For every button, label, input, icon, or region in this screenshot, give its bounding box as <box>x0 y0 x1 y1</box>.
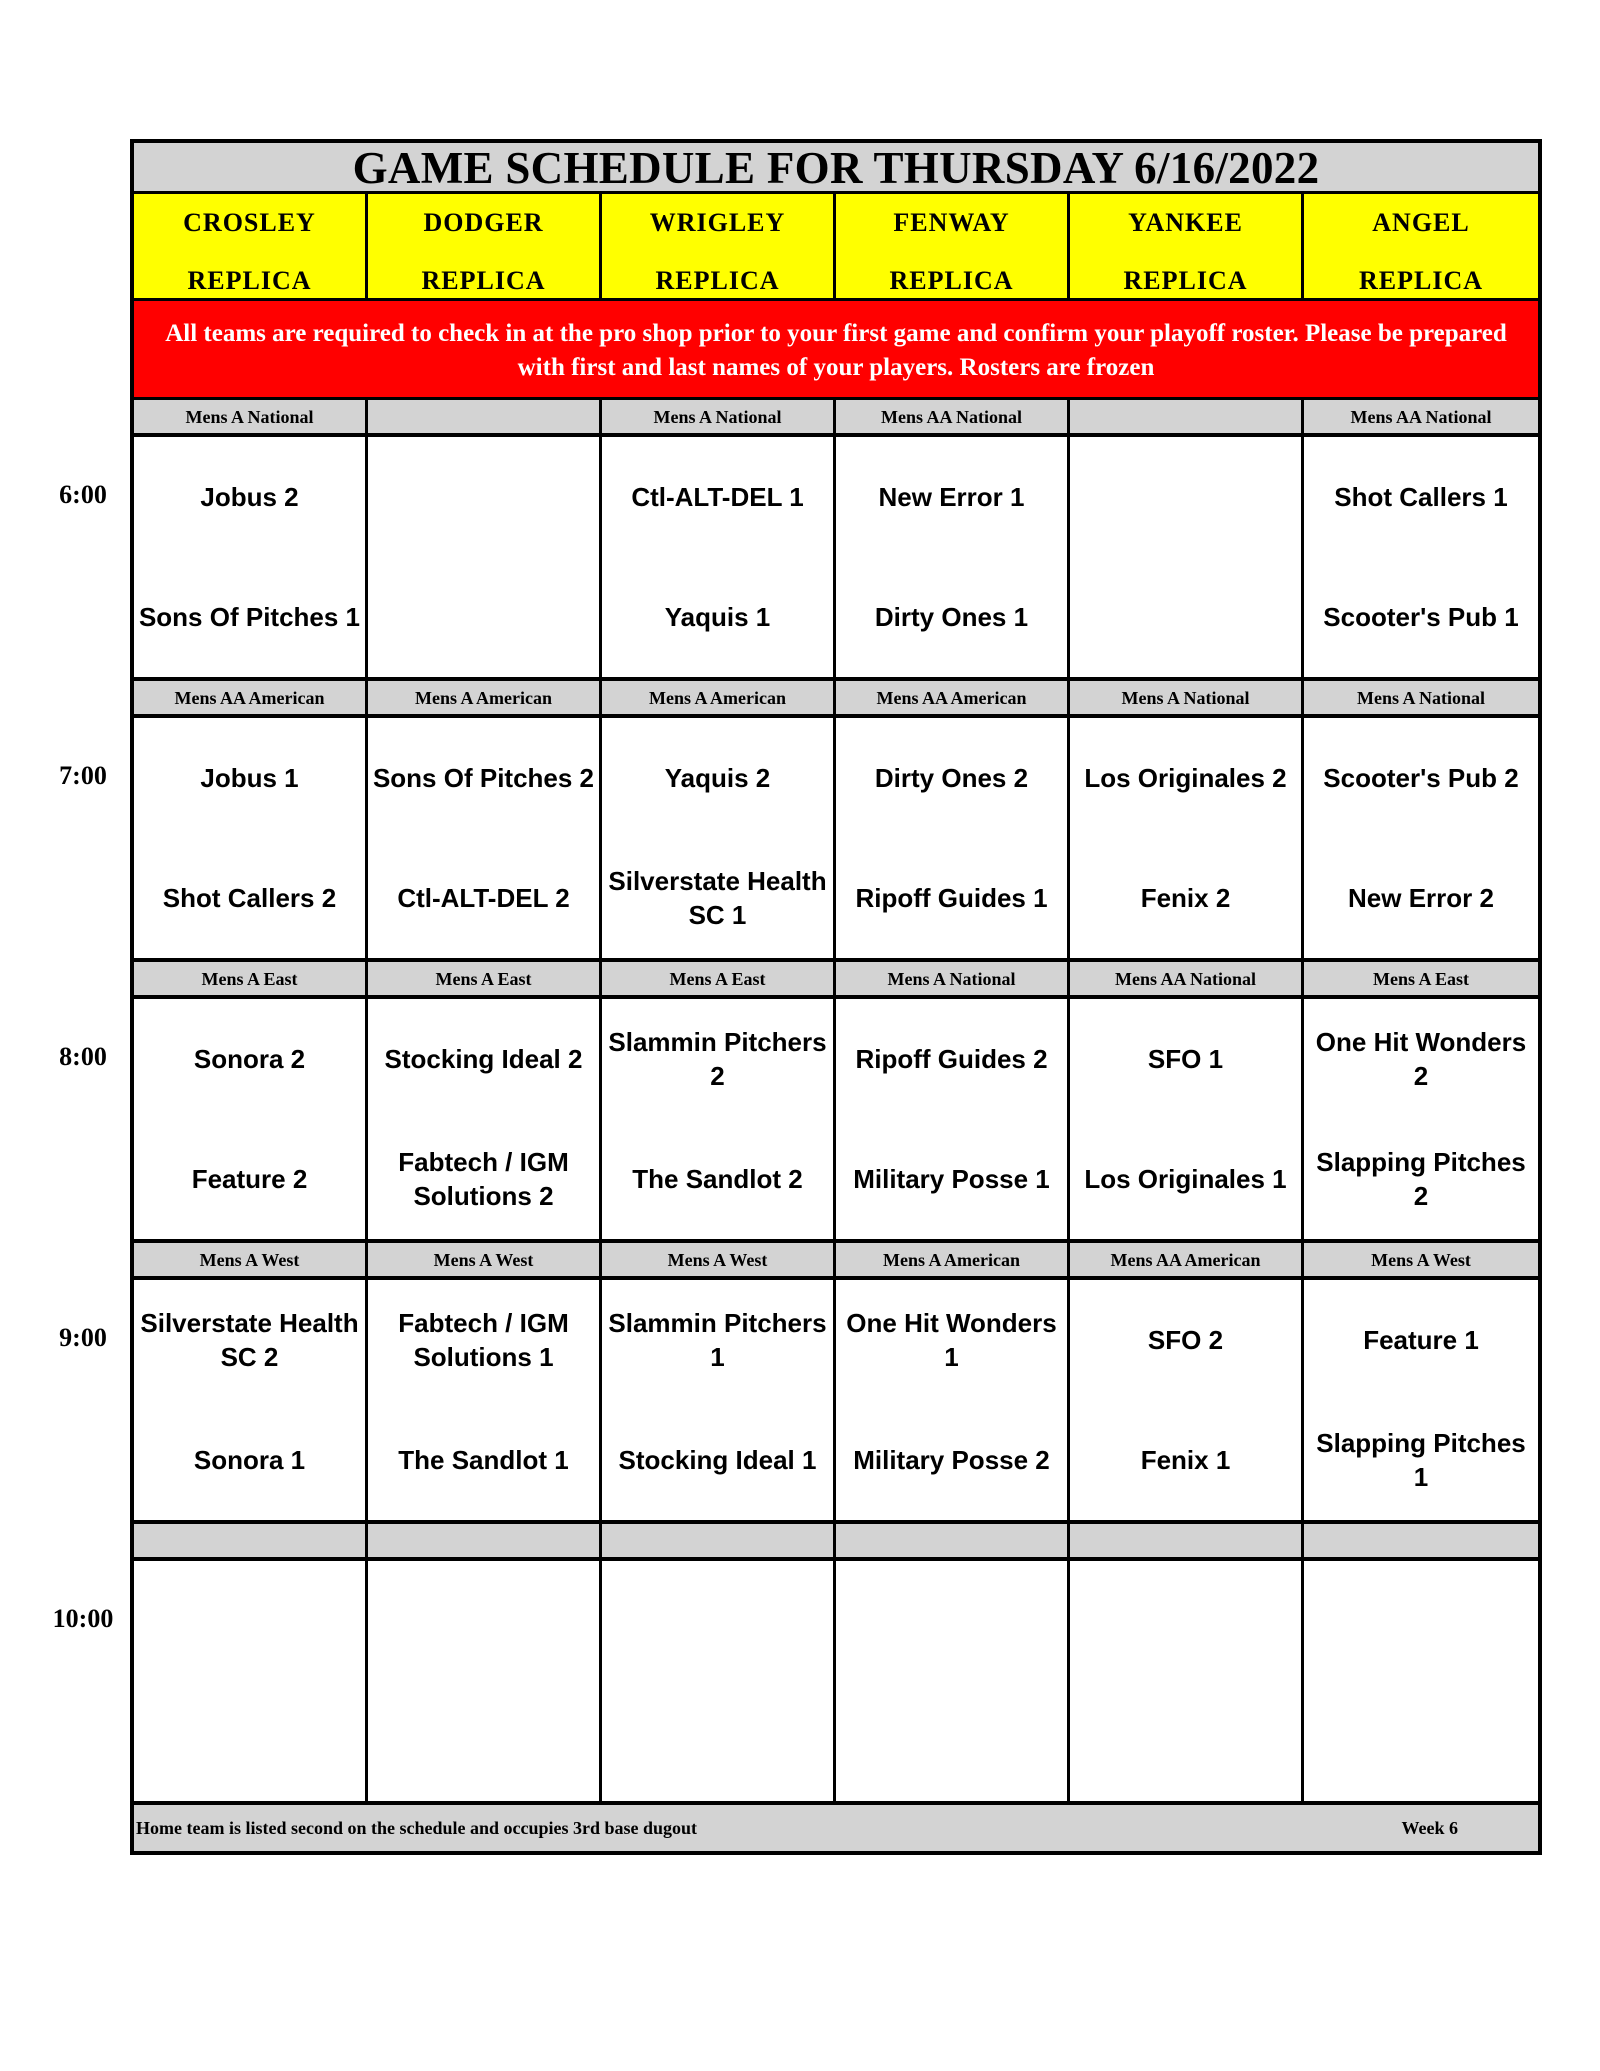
game-cell <box>368 999 602 1239</box>
division-label: Mens AA National <box>1070 962 1304 995</box>
division-label <box>836 1524 1070 1557</box>
game-cell <box>134 437 368 677</box>
game-cell <box>1304 718 1538 958</box>
game-cell <box>1070 999 1304 1239</box>
away-team <box>602 1561 833 1681</box>
home-team: Feature 2 <box>191 1164 308 1194</box>
game-row <box>134 1280 1538 1524</box>
home-team: Ripoff Guides 1 <box>855 883 1048 913</box>
game-cell <box>134 1561 368 1801</box>
away-team <box>1304 1561 1538 1681</box>
away-team: Yaquis 2 <box>664 763 771 793</box>
division-label <box>1070 1524 1304 1557</box>
game-cell <box>1304 1280 1538 1520</box>
game-cell <box>836 718 1070 958</box>
game-cell <box>836 1561 1070 1801</box>
game-row <box>134 437 1538 681</box>
away-team: Sonora 2 <box>193 1044 306 1074</box>
division-label <box>368 400 602 433</box>
game-cell <box>368 1561 602 1801</box>
division-label: Mens AA American <box>1070 1243 1304 1276</box>
division-label: Mens A West <box>1371 1250 1471 1270</box>
division-row <box>134 1243 1538 1280</box>
home-team <box>1070 1681 1301 1801</box>
schedule-grid <box>134 400 1538 1805</box>
field-name: ANGEL <box>1372 208 1470 237</box>
home-team: Sonora 1 <box>193 1445 306 1475</box>
game-cell <box>134 999 368 1239</box>
home-team: New Error 2 <box>1348 883 1494 913</box>
division-label: Mens A National <box>836 962 1070 995</box>
away-team: Feature 1 <box>1363 1325 1479 1355</box>
home-team <box>368 557 599 677</box>
home-team <box>134 1681 365 1801</box>
game-cell <box>836 999 1070 1239</box>
away-team: Jobus 1 <box>200 763 299 793</box>
away-team: Slammin Pitchers 1 <box>608 1308 827 1372</box>
game-row <box>134 999 1538 1243</box>
game-cell <box>602 437 836 677</box>
game-cell <box>602 1561 836 1801</box>
division-label: Mens A West <box>368 1243 602 1276</box>
away-team <box>368 437 599 557</box>
division-label <box>368 1524 602 1557</box>
game-cell <box>1070 718 1304 958</box>
away-team: Shot Callers 1 <box>1334 482 1508 512</box>
home-team: Shot Callers 2 <box>162 883 337 913</box>
game-cell <box>1070 1280 1304 1520</box>
away-team: Jobus 2 <box>200 482 299 512</box>
division-label: Mens A West <box>602 1243 836 1276</box>
division-label <box>1304 1524 1538 1557</box>
field-subtitle: REPLICA <box>1358 266 1483 295</box>
schedule-sheet <box>130 139 1542 1855</box>
field-name: WRIGLEY <box>649 208 786 237</box>
game-cell <box>134 1280 368 1520</box>
game-cell <box>134 718 368 958</box>
away-team: Fabtech / IGM Solutions 1 <box>398 1308 569 1372</box>
home-team: Military Posse 1 <box>853 1164 1050 1194</box>
game-row <box>134 718 1538 962</box>
field-header-angel <box>1304 194 1538 298</box>
division-label: Mens A East <box>134 962 368 995</box>
away-team <box>368 1561 599 1681</box>
away-team: Los Originales 2 <box>1084 763 1287 793</box>
home-team: Scooter's Pub 1 <box>1323 602 1519 632</box>
game-cell <box>836 437 1070 677</box>
field-header-fenway <box>836 194 1070 298</box>
page-title: GAME SCHEDULE FOR THURSDAY 6/16/2022 <box>134 143 1538 194</box>
division-label <box>1070 400 1304 433</box>
schedule-footer <box>134 1805 1538 1851</box>
home-team <box>368 1681 599 1801</box>
field-header-yankee <box>1070 194 1304 298</box>
division-label: Mens AA National <box>836 400 1070 433</box>
field-name: FENWAY <box>893 208 1010 237</box>
home-team: Silverstate Health SC 1 <box>608 866 827 930</box>
home-team: The Sandlot 1 <box>398 1445 569 1475</box>
field-header-crosley <box>134 194 368 298</box>
time-slot-label: 7:00 <box>59 761 107 790</box>
home-team: Fabtech / IGM Solutions 2 <box>398 1147 569 1211</box>
game-cell <box>368 718 602 958</box>
away-team <box>1070 1561 1301 1681</box>
away-team: One Hit Wonders 1 <box>846 1308 1057 1372</box>
game-cell <box>368 437 602 677</box>
field-subtitle: REPLICA <box>889 266 1014 295</box>
home-team: Yaquis 1 <box>664 602 771 632</box>
division-label: Mens A East <box>368 962 602 995</box>
check-in-notice: All teams are required to check in at the pro shop prior to your first game and confirm your playoff roster. Please be prepared with first and last names of your players. Rosters are frozen <box>134 301 1538 400</box>
time-slot-label: 6:00 <box>59 480 107 509</box>
away-team: Ctl-ALT-DEL 1 <box>631 482 804 512</box>
away-team <box>836 1561 1067 1681</box>
home-team: Dirty Ones 1 <box>874 602 1029 632</box>
division-label: Mens A National <box>1070 681 1304 714</box>
division-row <box>134 962 1538 999</box>
game-cell <box>1304 437 1538 677</box>
week-label: Week 6 <box>1401 1817 1458 1838</box>
home-team: Los Originales 1 <box>1084 1164 1287 1194</box>
division-label: Mens A National <box>1356 688 1485 708</box>
game-cell <box>836 1280 1070 1520</box>
away-team: Stocking Ideal 2 <box>384 1044 583 1074</box>
away-team: New Error 1 <box>878 482 1025 512</box>
division-label: Mens A American <box>368 681 602 714</box>
home-team: Stocking Ideal 1 <box>618 1445 817 1475</box>
field-subtitle: REPLICA <box>421 266 546 295</box>
time-slot-label: 10:00 <box>52 1604 114 1633</box>
home-team: Fenix 2 <box>1140 883 1231 913</box>
home-team: Military Posse 2 <box>853 1445 1050 1475</box>
away-team: SFO 2 <box>1147 1325 1224 1355</box>
field-subtitle: REPLICA <box>655 266 780 295</box>
division-label: Mens A American <box>836 1243 1070 1276</box>
home-team: Slapping Pitches 2 <box>1316 1147 1526 1211</box>
field-name: YANKEE <box>1128 208 1243 237</box>
game-cell <box>1070 1561 1304 1801</box>
field-name: DODGER <box>423 208 544 237</box>
time-slot-label: 8:00 <box>59 1042 107 1071</box>
division-label: Mens A National <box>602 400 836 433</box>
home-team: The Sandlot 2 <box>632 1164 803 1194</box>
away-team: Sons Of Pitches 2 <box>372 763 595 793</box>
game-cell <box>1070 437 1304 677</box>
division-label: Mens A East <box>1372 969 1469 989</box>
away-team: Scooter's Pub 2 <box>1323 763 1519 793</box>
time-slot-label: 9:00 <box>59 1323 107 1352</box>
away-team: Dirty Ones 2 <box>874 763 1029 793</box>
division-label <box>134 1524 368 1557</box>
home-team <box>602 1681 833 1801</box>
away-team: SFO 1 <box>1147 1044 1224 1074</box>
division-label: Mens A East <box>602 962 836 995</box>
game-cell <box>602 999 836 1239</box>
away-team: Silverstate Health SC 2 <box>140 1308 359 1372</box>
away-team <box>1070 437 1301 557</box>
home-team-note: Home team is listed second on the schedule and occupies 3rd base dugout <box>136 1817 698 1838</box>
division-label: Mens AA American <box>134 681 368 714</box>
game-cell <box>1304 999 1538 1239</box>
away-team: One Hit Wonders 2 <box>1315 1027 1527 1091</box>
field-header-row <box>134 194 1538 301</box>
home-team <box>836 1681 1067 1801</box>
game-cell <box>602 718 836 958</box>
away-team: Slammin Pitchers 2 <box>608 1027 827 1091</box>
division-label <box>602 1524 836 1557</box>
division-label: Mens A National <box>134 400 368 433</box>
home-team: Ctl-ALT-DEL 2 <box>397 883 570 913</box>
game-row <box>134 1561 1538 1805</box>
field-name: CROSLEY <box>183 208 316 237</box>
home-team: Sons Of Pitches 1 <box>138 602 361 632</box>
home-team: Slapping Pitches 1 <box>1316 1428 1526 1492</box>
field-header-wrigley <box>602 194 836 298</box>
field-header-dodger <box>368 194 602 298</box>
division-label: Mens AA American <box>836 681 1070 714</box>
division-row <box>134 400 1538 437</box>
division-row <box>134 681 1538 718</box>
away-team <box>134 1561 365 1681</box>
game-cell <box>602 1280 836 1520</box>
home-team <box>1070 557 1301 677</box>
division-label: Mens AA National <box>1350 407 1492 427</box>
home-team <box>1304 1681 1538 1801</box>
division-label: Mens A American <box>602 681 836 714</box>
away-team: Ripoff Guides 2 <box>855 1044 1048 1074</box>
division-label: Mens A West <box>134 1243 368 1276</box>
field-subtitle: REPLICA <box>187 266 312 295</box>
division-row <box>134 1524 1538 1561</box>
game-cell <box>368 1280 602 1520</box>
home-team: Fenix 1 <box>1140 1445 1231 1475</box>
game-cell <box>1304 1561 1538 1801</box>
field-subtitle: REPLICA <box>1123 266 1248 295</box>
